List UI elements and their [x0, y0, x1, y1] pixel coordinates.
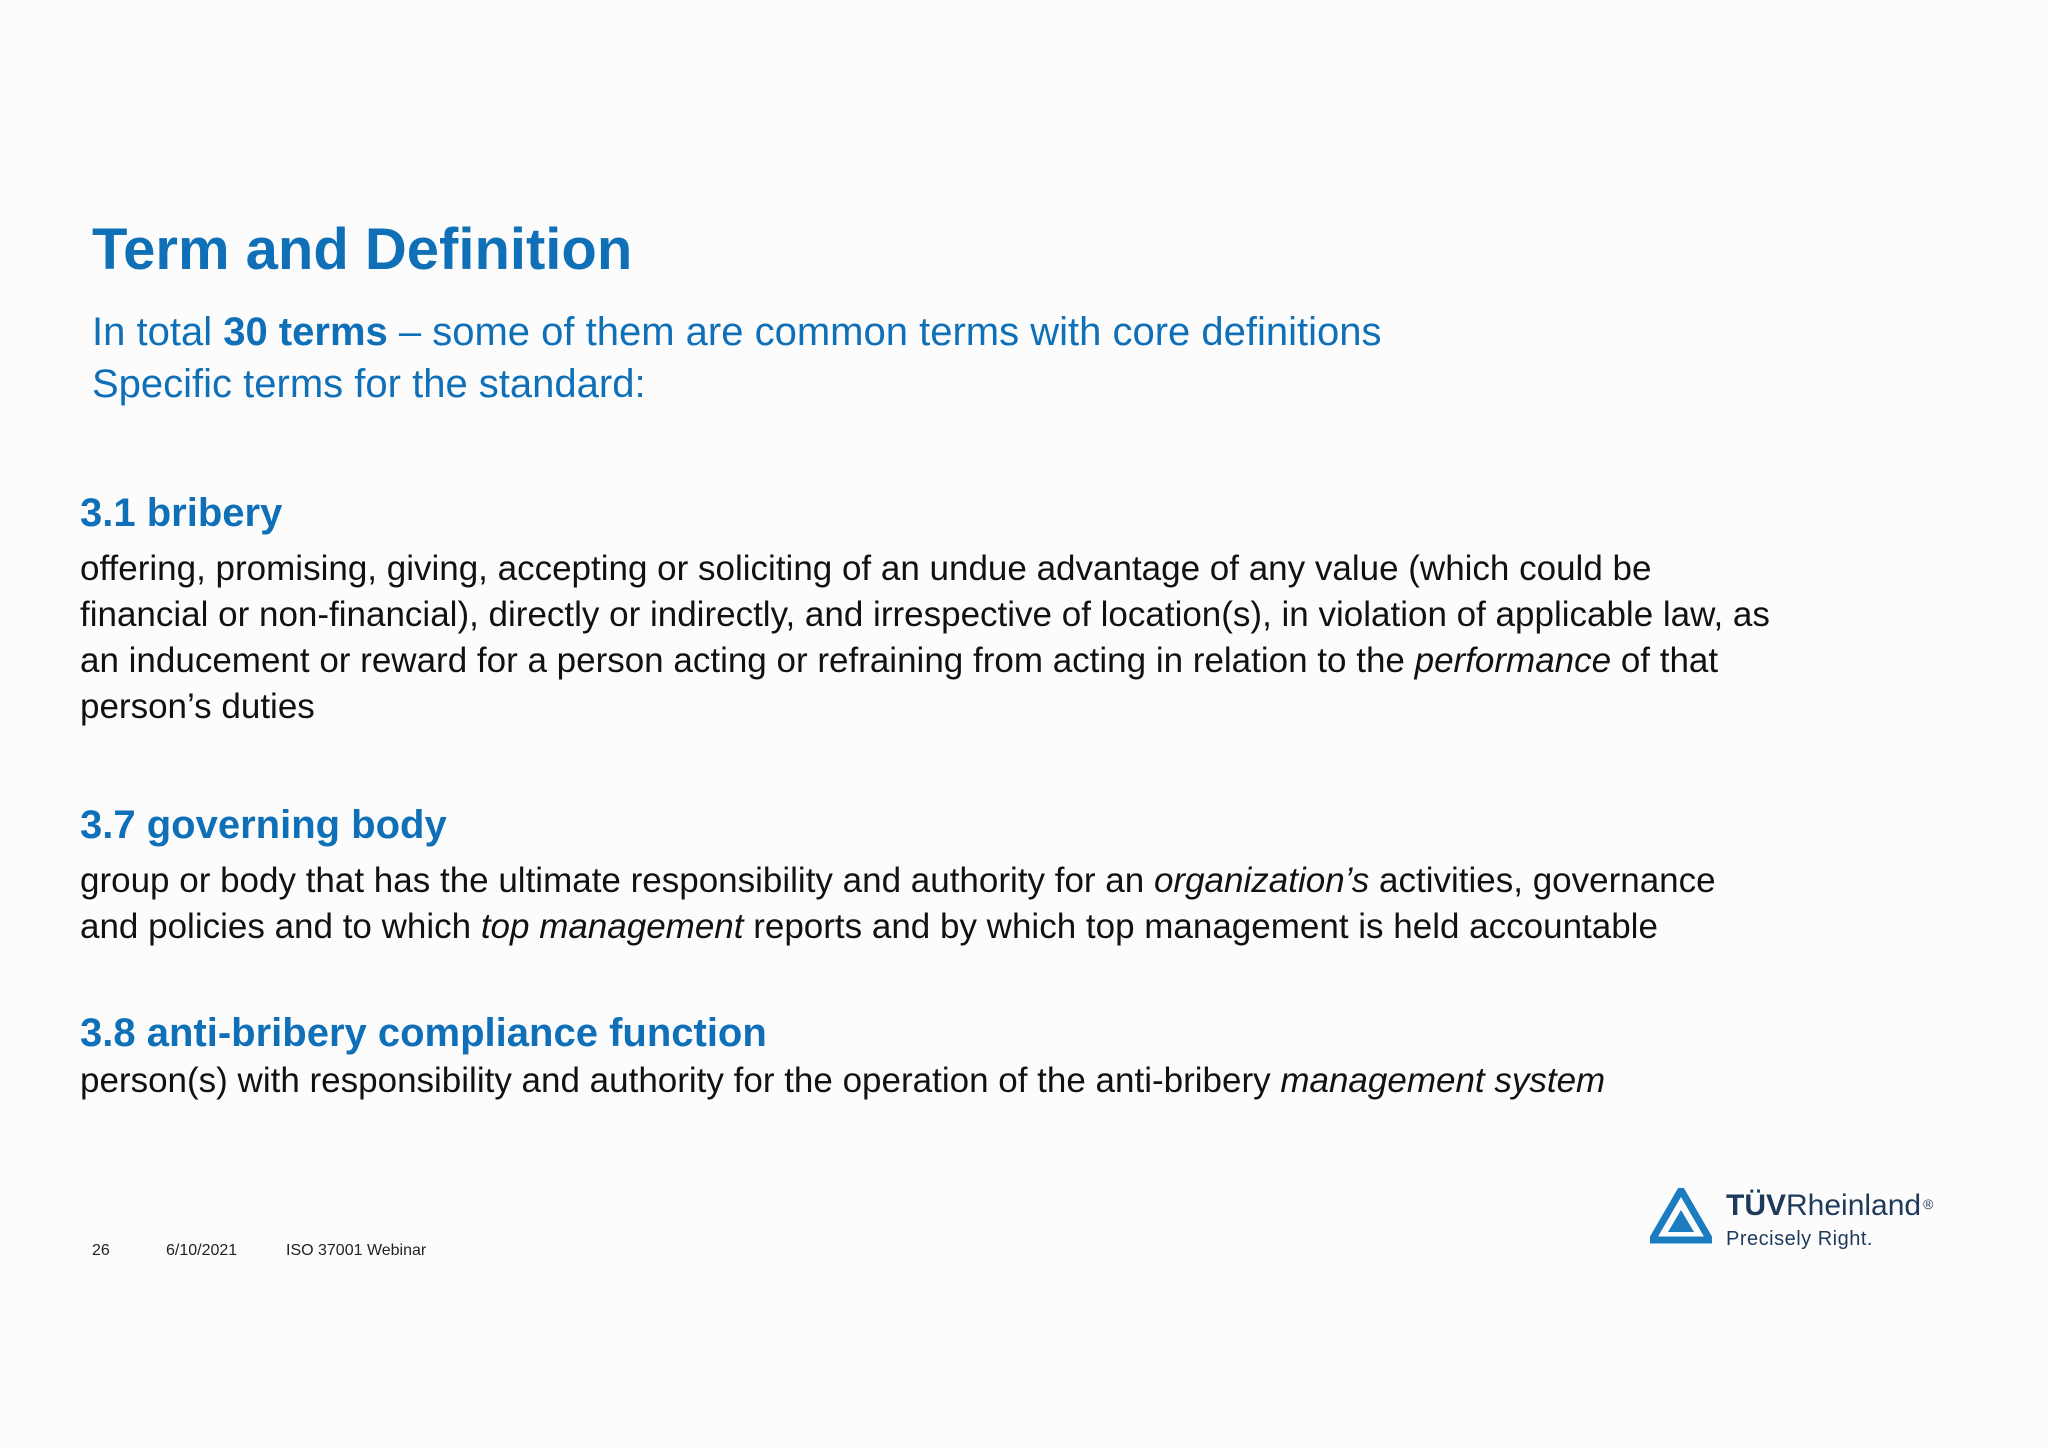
definition-line: person’s duties [80, 687, 315, 726]
footer-page-number: 26 [92, 1242, 110, 1259]
logo-wordmark [1726, 1188, 1933, 1224]
subtitle-prefix: In total [92, 310, 224, 354]
triangle-logo-icon [1650, 1188, 1712, 1244]
term-definition [80, 546, 1980, 730]
definition-italic: performance [1414, 641, 1612, 680]
definition-line [80, 858, 1980, 904]
subtitle-line-1 [92, 306, 1382, 358]
definition-text: activities, governance [1369, 861, 1716, 900]
subtitle-suffix: – some of them are common terms with core definitions [387, 310, 1382, 354]
definition-line [80, 1058, 1980, 1104]
subtitle-term-count: 30 terms [223, 310, 388, 354]
definition-text: person(s) with responsibility and authority for the operation of the anti-bribery [80, 1061, 1281, 1100]
subtitle [92, 306, 1382, 410]
footer-date: 6/10/2021 [166, 1242, 238, 1259]
term-bribery [80, 488, 1980, 730]
term-governing-body [80, 800, 1980, 950]
term-heading: 3.8 anti-bribery compliance function [80, 1011, 767, 1055]
definition-line [80, 638, 1980, 684]
definition-text: group or body that has the ultimate responsibility and authority for an [80, 861, 1154, 900]
definition-text: of that [1611, 641, 1719, 680]
definition-text: an inducement or reward for a person acting or refraining from acting in relation to the [80, 641, 1415, 680]
term-heading: 3.7 governing body [80, 803, 447, 847]
subtitle-line-2: Specific terms for the standard: [92, 362, 646, 406]
footer-event: ISO 37001 Webinar [286, 1242, 427, 1259]
definition-text: reports and by which top management is held accountable [743, 907, 1658, 946]
tuv-rheinland-logo [1650, 1186, 1970, 1266]
definition-line: financial or non-financial), directly or indirectly, and irrespective of location(s), in violation of applicable law, as [80, 595, 1770, 634]
definition-italic: top management [480, 907, 744, 946]
definition-line [80, 904, 1980, 950]
logo-tagline: Precisely Right. [1726, 1228, 1873, 1250]
term-definition [80, 1058, 1980, 1104]
definition-italic: management system [1280, 1061, 1606, 1100]
definition-italic: organization’s [1153, 861, 1370, 900]
logo-name-bold: TÜV [1726, 1189, 1786, 1222]
definition-text: and policies and to which [80, 907, 481, 946]
term-anti-bribery-compliance-function [80, 1008, 1980, 1104]
logo-name-regular: Rheinland [1786, 1189, 1922, 1222]
page-title: Term and Definition [92, 217, 633, 282]
registered-mark: ® [1923, 1196, 1934, 1212]
definition-line: offering, promising, giving, accepting or soliciting of an undue advantage of any value (which could be [80, 549, 1652, 588]
term-heading: 3.1 bribery [80, 491, 283, 535]
term-definition [80, 858, 1980, 950]
